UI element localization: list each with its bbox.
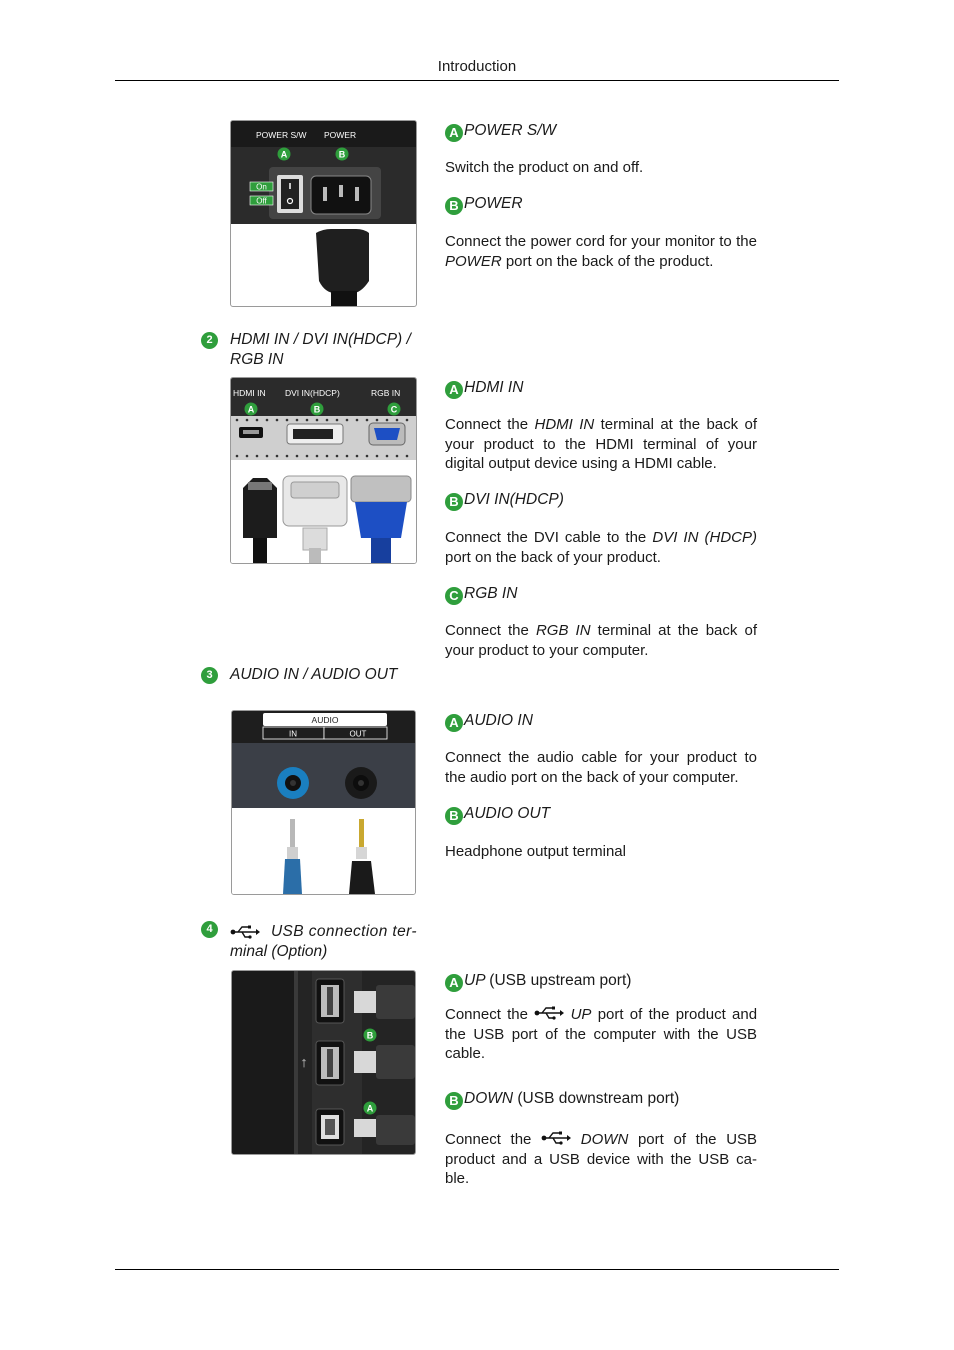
badge-a-icon: A (445, 381, 463, 399)
image-badge-a: A (280, 149, 288, 160)
section-number-2-icon: 2 (201, 332, 218, 349)
badge-b-icon: B (445, 807, 463, 825)
svg-text:⭠: ⭠ (298, 1058, 312, 1068)
item-usb-up-heading: A UP (USB upstream port) (445, 971, 631, 991)
badge-a-icon: A (445, 974, 463, 992)
usb-port-image (231, 970, 416, 1155)
usb-symbol-icon (541, 1131, 571, 1145)
image-label-audio: AUDIO (311, 715, 339, 725)
hdmi-dvi-rgb-image (230, 377, 417, 564)
page-header-title: Introduction (437, 58, 517, 75)
image-label-on: On (256, 182, 267, 192)
image-badge-c: C (390, 404, 398, 415)
image-label-hdmi: HDMI IN (233, 388, 266, 398)
item-power-text: Connect the power cord for your monitor to the POWER port on the back of the product. (445, 233, 757, 270)
item-usb-down-text: Connect the DOWN port of the USB product and a USB device with the USB ca-ble. (445, 1131, 758, 1187)
image-label-rgb: RGB IN (371, 388, 401, 398)
item-rgb-in-text: Connect the RGB IN terminal at the back of your product to your computer. (445, 622, 757, 659)
item-audio-in-text: Connect the audio cable for your product to the audio port on the back of your computer. (445, 749, 757, 786)
badge-b-icon: B (445, 197, 463, 215)
image-label-off: Off (256, 196, 267, 206)
item-dvi-in-text: Connect the DVI cable to the DVI IN (HDCP) port on the back of your product. (445, 529, 757, 566)
footer-rule (115, 1269, 839, 1270)
image-badge-a: A (247, 404, 255, 415)
image-label-power: POWER (324, 130, 357, 140)
power-port-image (230, 120, 417, 307)
image-badge-a: A (366, 1103, 374, 1114)
section-number-4-icon: 4 (201, 921, 218, 938)
image-badge-b: B (338, 149, 346, 160)
item-dvi-in-heading: B DVI IN(HDCP) (445, 490, 564, 510)
image-label-dvi: DVI IN(HDCP) (285, 388, 340, 398)
item-rgb-in-heading: C RGB IN (445, 584, 517, 604)
image-badge-b: B (313, 404, 321, 415)
item-power-sw-heading: A POWER S/W (445, 121, 556, 141)
image-label-in: IN (289, 729, 297, 739)
usb-symbol-icon (230, 925, 260, 939)
item-audio-out-heading: B AUDIO OUT (445, 804, 550, 824)
item-hdmi-in-heading: A HDMI IN (445, 378, 523, 398)
item-audio-in-heading: A AUDIO IN (445, 711, 533, 731)
section-title-hdmi: HDMI IN / DVI IN(HDCP) / RGB IN (230, 331, 411, 368)
audio-port-image (231, 710, 416, 895)
badge-a-icon: A (445, 714, 463, 732)
item-audio-out-text: Headphone output terminal (445, 843, 626, 860)
item-usb-down-heading: B DOWN (USB downstream port) (445, 1089, 679, 1109)
badge-c-icon: C (445, 587, 463, 605)
section-number-3-icon: 3 (201, 667, 218, 684)
badge-b-icon: B (445, 1092, 463, 1110)
section-title-audio: AUDIO IN / AUDIO OUT (230, 666, 398, 683)
section-title-usb: USB connection ter- minal (Option) (230, 923, 417, 960)
item-usb-up-text: Connect the UP port of the product and the USB port of the computer with the USB cable. (445, 1006, 758, 1062)
image-label-power-sw: POWER S/W (256, 130, 307, 140)
item-power-heading: B POWER (445, 194, 523, 214)
item-hdmi-in-text: Connect the HDMI IN terminal at the back of your product to the HDMI terminal of your digital output device using a HDMI cable. (445, 416, 758, 472)
image-label-out: OUT (349, 729, 367, 739)
header-rule (115, 80, 839, 81)
badge-b-icon: B (445, 493, 463, 511)
badge-a-icon: A (445, 124, 463, 142)
image-badge-b: B (366, 1030, 374, 1041)
usb-symbol-icon (534, 1006, 564, 1020)
item-power-sw-text: Switch the product on and off. (445, 159, 644, 176)
